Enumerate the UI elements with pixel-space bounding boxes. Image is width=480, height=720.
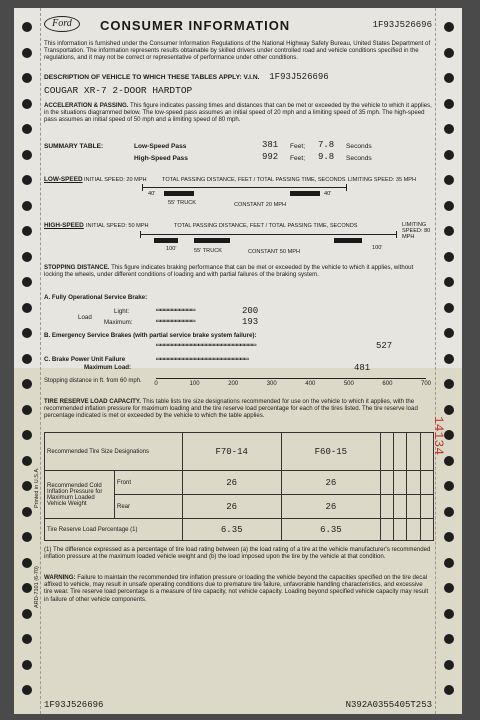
- consumer-information-sheet: [14, 8, 462, 714]
- low-feet-unit: Feet;: [290, 143, 306, 150]
- low-constant-label: CONSTANT 20 MPH: [234, 202, 287, 208]
- tractor-hole: [22, 532, 32, 542]
- low-end-tick: [346, 184, 347, 191]
- stopping-axis: [154, 378, 432, 392]
- high-pass-label: High-Speed Pass: [134, 155, 188, 162]
- tractor-hole: [22, 405, 32, 415]
- low-speed-track: [142, 187, 346, 188]
- ford-logo: Ford: [44, 16, 80, 32]
- high-gap-right: 100': [372, 245, 383, 251]
- footer-vin: 1F93J526696: [44, 700, 104, 710]
- tire-text: This table lists tire size designations recommended for use on the vehicle to which it applies, with the recommended inflation pressure for maximum loading and the tire reserve load percentage for each of the tires listed. The tire reserve load percentage indicated is met or exceeded by the vehicle to which the table applies.: [44, 398, 418, 420]
- description-label: DESCRIPTION OF VEHICLE TO WHICH THESE TABLES APPLY: V.I.N.: [44, 74, 260, 81]
- high-seconds-unit: Seconds: [346, 155, 372, 162]
- high-pass-seconds: 9.8: [318, 152, 335, 162]
- header-vin: 1F93J526696: [372, 20, 432, 30]
- low-car-left: [164, 191, 194, 196]
- tractor-hole: [22, 379, 32, 389]
- reserve-label: Tire Reserve Load Percentage (1): [45, 519, 183, 541]
- tractor-hole: [22, 22, 32, 32]
- tractor-hole: [22, 609, 32, 619]
- tractor-hole: [444, 609, 454, 619]
- high-gap-left: 100': [166, 246, 177, 252]
- empty-cell: [407, 471, 420, 495]
- max-label: Maximum:: [104, 319, 133, 326]
- tractor-hole: [444, 22, 454, 32]
- tire-size-label: Recommended Tire Size Designations: [45, 433, 183, 471]
- tractor-hole: [444, 634, 454, 644]
- brake-a-label: A. Fully Operational Service Brake:: [44, 294, 148, 301]
- brake-c-label2: Maximum Load:: [84, 364, 132, 371]
- tractor-hole: [22, 456, 32, 466]
- low-pass-feet: 381: [262, 140, 279, 150]
- high-speed-label: HIGH-SPEED: [44, 222, 84, 229]
- high-initial-speed: INITIAL SPEED: 50 MPH: [86, 223, 149, 229]
- brake-b-label: B. Emergency Service Brakes (with partial service brake system failure):: [44, 332, 257, 339]
- high-speed-track: [140, 234, 396, 235]
- red-stamp-number: 14134: [430, 415, 446, 456]
- low-pass-label: Low-Speed Pass: [134, 143, 187, 150]
- stopping-heading: STOPPING DISTANCE.: [44, 264, 110, 271]
- tractor-hole: [444, 73, 454, 83]
- low-start-tick: [142, 184, 143, 191]
- high-end-tick: [396, 231, 397, 238]
- tire-table: [44, 432, 434, 541]
- empty-cell: [380, 519, 393, 541]
- tractor-hole: [22, 354, 32, 364]
- table-row: [45, 433, 434, 471]
- warning-section: [44, 574, 432, 603]
- tractor-hole: [444, 124, 454, 134]
- load-label: Load: [78, 314, 92, 321]
- tractor-hole: [444, 48, 454, 58]
- tractor-hole: [444, 252, 454, 262]
- rear-pressure-2: 26: [281, 495, 380, 519]
- low-truck-label: 55' TRUCK: [168, 200, 197, 206]
- reserve-pct-2: 6.35: [281, 519, 380, 541]
- empty-cell: [394, 495, 407, 519]
- axis-tick-label: 300: [266, 381, 277, 387]
- front-label: Front: [115, 471, 183, 495]
- high-feet-unit: Feet;: [290, 155, 306, 162]
- form-code: ARD-7101 (6-70): [34, 566, 40, 608]
- front-pressure-1: 26: [182, 471, 281, 495]
- tractor-hole: [444, 201, 454, 211]
- tractor-hole: [22, 583, 32, 593]
- tractor-hole: [22, 558, 32, 568]
- vehicle-model: COUGAR XR-7 2-DOOR HARDTOP: [44, 85, 193, 96]
- tractor-hole: [22, 48, 32, 58]
- tractor-hole: [444, 150, 454, 160]
- axis-tick-label: 600: [382, 381, 393, 387]
- tractor-hole: [444, 685, 454, 695]
- tractor-hole: [22, 73, 32, 83]
- axis-tick-label: 400: [305, 381, 316, 387]
- low-speed-label: LOW-SPEED: [44, 176, 83, 183]
- tractor-hole: [22, 507, 32, 517]
- table-row: [45, 519, 434, 541]
- tractor-hole: [22, 150, 32, 160]
- tractor-hole: [444, 583, 454, 593]
- power-failure-bar: ▭▭▭▭▭▭▭▭▭▭▭▭▭▭▭▭▭▭▭▭▭▭▭▭: [156, 355, 248, 364]
- right-tractor-holes: [436, 8, 462, 714]
- empty-cell: [420, 519, 433, 541]
- left-tractor-holes: [14, 8, 40, 714]
- acceleration-section: [44, 102, 432, 124]
- max-bar: ▭▭▭▭▭▭▭▭▭▭: [156, 317, 195, 326]
- tractor-hole: [22, 634, 32, 644]
- tractor-hole: [22, 99, 32, 109]
- high-pass-feet: 992: [262, 152, 279, 162]
- tire-size-2: F60-15: [281, 433, 380, 471]
- high-total-label: TOTAL PASSING DISTANCE, FEET / TOTAL PASSING TIME, SECONDS: [174, 223, 358, 229]
- low-car-right: [290, 191, 320, 196]
- low-seconds-unit: Seconds: [346, 143, 372, 150]
- high-truck: [194, 238, 230, 243]
- front-pressure-2: 26: [281, 471, 380, 495]
- power-failure-value: 481: [354, 363, 371, 373]
- tractor-hole: [444, 481, 454, 491]
- tractor-hole: [444, 379, 454, 389]
- low-initial-speed: INITIAL SPEED: 20 MPH: [84, 177, 147, 183]
- max-value: 193: [242, 317, 259, 327]
- acceleration-heading: ACCELERATION & PASSING.: [44, 102, 129, 109]
- axis-tick-label: 100: [189, 381, 200, 387]
- table-row: [45, 471, 434, 495]
- tractor-hole: [22, 277, 32, 287]
- reserve-pct-1: 6.35: [182, 519, 281, 541]
- high-limiting-speed: LIMITING SPEED: 80 MPH: [402, 222, 431, 240]
- tractor-hole: [444, 405, 454, 415]
- tractor-hole: [444, 328, 454, 338]
- emergency-value: 527: [376, 341, 393, 351]
- rear-label: Rear: [115, 495, 183, 519]
- high-start-tick: [140, 231, 141, 238]
- stopping-section: [44, 264, 432, 278]
- tractor-hole: [444, 456, 454, 466]
- high-car-right: [334, 238, 362, 243]
- tractor-hole: [22, 660, 32, 670]
- empty-cell: [394, 471, 407, 495]
- tractor-hole: [444, 532, 454, 542]
- tractor-hole: [444, 507, 454, 517]
- intro-text: This information is furnished under the Consumer Information Regulations of the National Highway Safety Bureau, United States Department of Transportation. The information represents results obtainable by skilled drivers under controlled road and vehicle conditions specified in the regulations, and it may not be correct or representative of performance under other conditions.: [44, 40, 431, 62]
- axis-tick-label: 0: [154, 381, 158, 387]
- empty-cell: [407, 433, 420, 471]
- axis-tick-label: 700: [420, 381, 432, 387]
- tractor-hole: [444, 175, 454, 185]
- tire-footnote: (1) The difference expressed as a percentage of tire load rating between (a) the load rating of a tire at the vehicle manufacturer's recommended inflation pressure at the maximum loaded vehicle weight and (b) the load imposed upon the tire by the vehicle at that condition.: [44, 546, 431, 561]
- tractor-hole: [444, 226, 454, 236]
- high-truck-label: 55' TRUCK: [194, 248, 223, 254]
- left-perforation: [40, 8, 41, 714]
- acceleration-text: This figure indicates passing times and distances that can be met or exceeded by the vehicle to which it applies, in the situations diagrammed below. The low-speed pass assumes an initial speed of 20 mph and a limiting speed of 35 mph. The high-speed pass assumes an initial speed of 50 mph and a limiting speed of 80 mph.: [44, 102, 432, 124]
- tractor-hole: [22, 226, 32, 236]
- light-label: Light:: [114, 308, 130, 315]
- high-constant-label: CONSTANT 50 MPH: [248, 249, 301, 255]
- low-gap-left: 40': [148, 191, 156, 197]
- tractor-hole: [22, 252, 32, 262]
- warning-text: Failure to maintain the recommended tire inflation pressure or loading the vehicle beyond the capacities specified on the tire decal affixed to vehicle, may result in unsafe operating conditions due to premature tire failure, unfavorable handling characteristics, and excessive tire wear. Tire reserve load percentage is a measure of tire capacity, not vehicle capacity. Loading beyond specified vehicle capacity may result in failure of other vehicle components.: [44, 574, 429, 603]
- tire-heading: TIRE RESERVE LOAD CAPACITY.: [44, 398, 141, 405]
- warning-label: WARNING:: [44, 574, 76, 581]
- description-vin: 1F93J526696: [269, 72, 329, 82]
- tractor-hole: [444, 558, 454, 568]
- tractor-hole: [22, 303, 32, 313]
- tractor-hole: [22, 430, 32, 440]
- tractor-hole: [444, 354, 454, 364]
- brake-c-label: C. Brake Power Unit Failure: [44, 356, 126, 363]
- header: [44, 16, 432, 34]
- tractor-hole: [22, 124, 32, 134]
- rear-pressure-1: 26: [182, 495, 281, 519]
- tractor-hole: [444, 99, 454, 109]
- empty-cell: [380, 471, 393, 495]
- light-bar: ▭▭▭▭▭▭▭▭▭▭: [156, 306, 195, 315]
- right-perforation: [435, 8, 436, 714]
- axis-tick-label: 200: [228, 381, 239, 387]
- footer-code: N392A0355405T253: [345, 700, 432, 710]
- low-gap-right: 40': [324, 191, 332, 197]
- low-total-label: TOTAL PASSING DISTANCE, FEET / TOTAL PASSING TIME, SECONDS: [162, 177, 346, 183]
- axis-tick-label: 500: [343, 381, 354, 387]
- printed-in-usa: Printed in U.S.A.: [34, 467, 40, 508]
- stopping-text: This figure indicates braking performance that can be met or exceeded by the vehicle to which it applies, without locking the wheels, under different conditions of loading and with partial failures of the braking system.: [44, 264, 414, 279]
- emergency-bar: ▭▭▭▭▭▭▭▭▭▭▭▭▭▭▭▭▭▭▭▭▭▭▭▭▭▭: [156, 341, 256, 350]
- tractor-hole: [22, 481, 32, 491]
- sheet-content: [44, 8, 432, 714]
- light-value: 200: [242, 306, 259, 316]
- tractor-hole: [22, 685, 32, 695]
- tire-size-1: F70-14: [182, 433, 281, 471]
- empty-cell: [407, 495, 420, 519]
- axis-label: Stopping distance in ft. from 60 mph.: [44, 378, 142, 384]
- summary-label: SUMMARY TABLE:: [44, 143, 104, 150]
- tractor-hole: [444, 660, 454, 670]
- tractor-hole: [444, 277, 454, 287]
- empty-cell: [407, 519, 420, 541]
- inflation-label: Recommended Cold Inflation Pressure for Maximum Loaded Vehicle Weight: [45, 471, 115, 519]
- empty-cell: [394, 433, 407, 471]
- high-car-left: [154, 238, 178, 243]
- low-pass-seconds: 7.8: [318, 140, 335, 150]
- empty-cell: [394, 519, 407, 541]
- low-limiting-speed: LIMITING SPEED: 35 MPH: [348, 177, 417, 183]
- tire-section: [44, 398, 432, 420]
- tractor-hole: [22, 201, 32, 211]
- tractor-hole: [444, 303, 454, 313]
- empty-cell: [420, 495, 433, 519]
- empty-cell: [380, 495, 393, 519]
- tractor-hole: [22, 328, 32, 338]
- tractor-hole: [22, 175, 32, 185]
- page-title: CONSUMER INFORMATION: [100, 18, 291, 33]
- empty-cell: [420, 471, 433, 495]
- empty-cell: [380, 433, 393, 471]
- description-row: [44, 72, 432, 82]
